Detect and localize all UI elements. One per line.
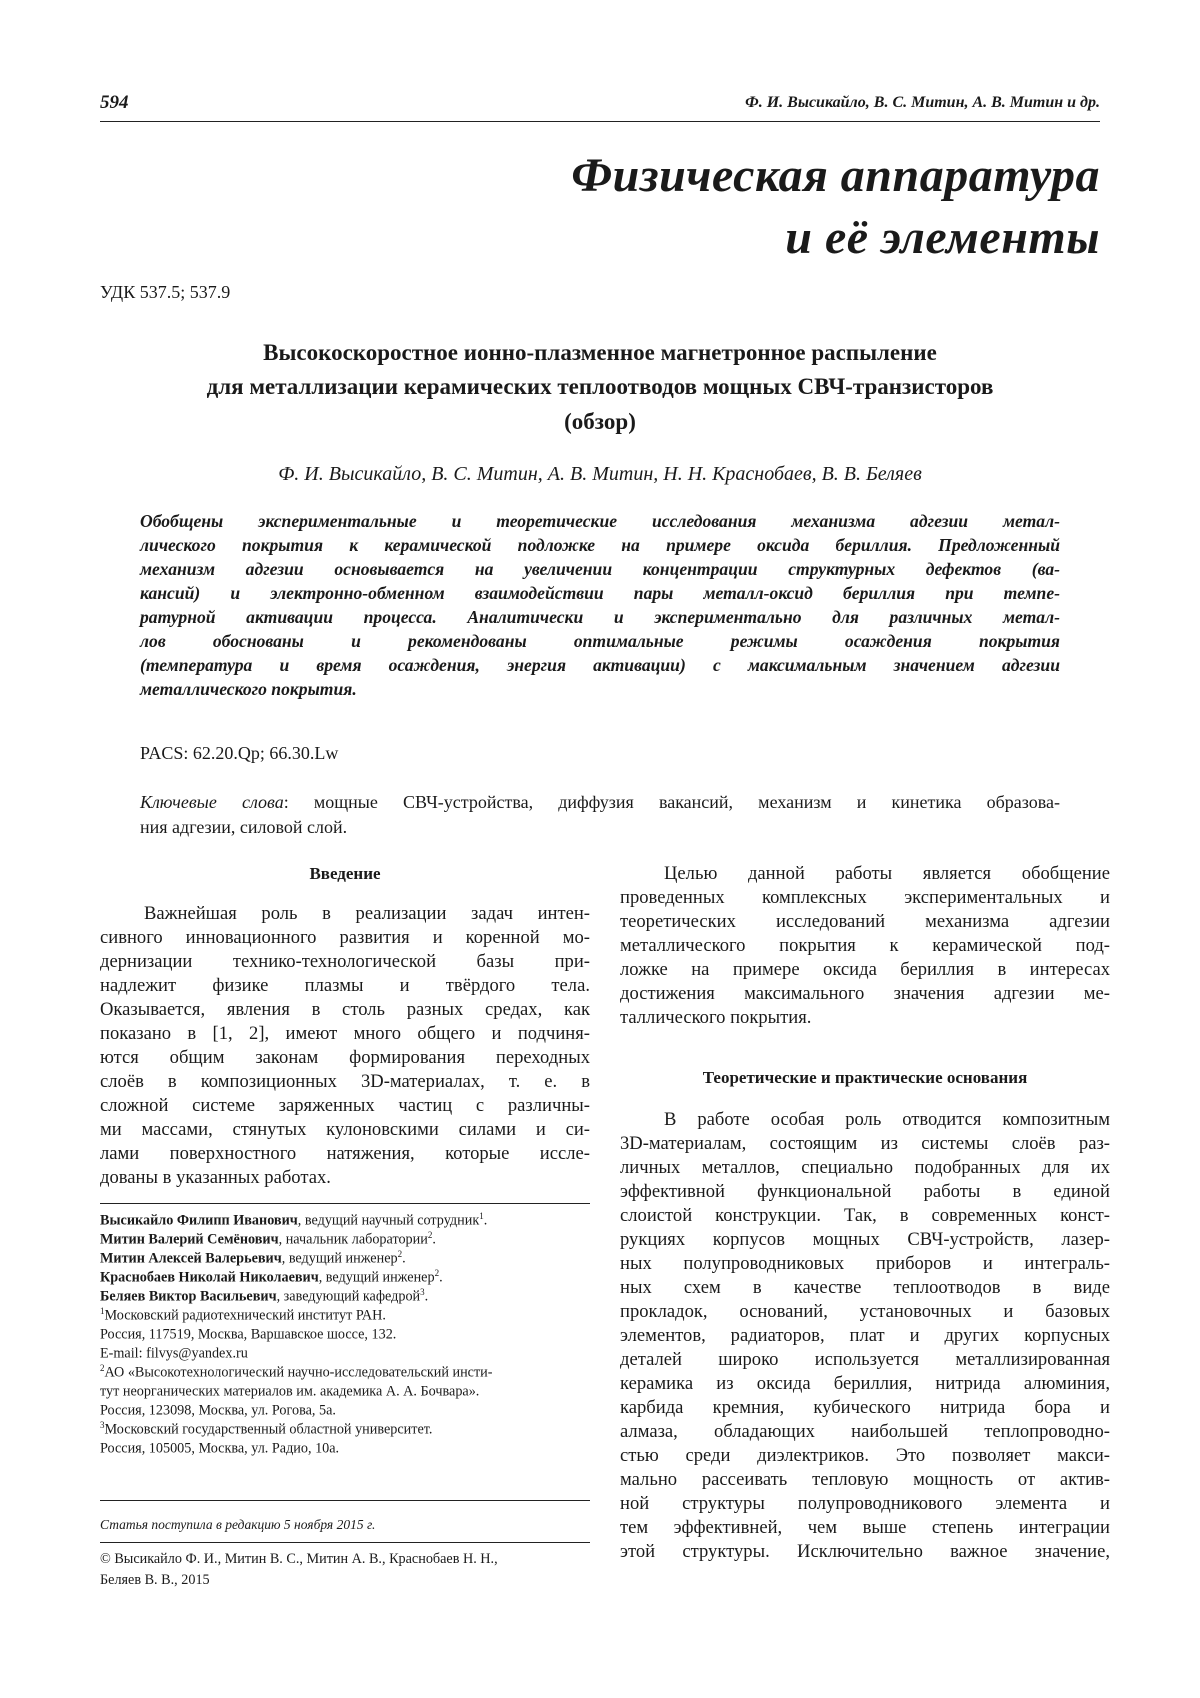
affiliation-line bbox=[100, 1326, 600, 1342]
affiliation-text: АО «Высокотехнологический научно-исследовательский инсти- bbox=[104, 1364, 493, 1381]
header-rule bbox=[100, 121, 1100, 122]
affiliation-ref: 2 bbox=[100, 1363, 105, 1373]
theory-line: эффективной функциональной работы в единой bbox=[620, 1181, 1110, 1202]
aim-line: Целью данной работы является обобщение bbox=[664, 863, 1110, 884]
theory-line: карбида кремния, кубического нитрида бора и bbox=[620, 1397, 1110, 1418]
author-end: . bbox=[424, 1288, 429, 1305]
author-info bbox=[100, 1231, 600, 1247]
author-name: Краснобаев Николай Николаевич bbox=[100, 1269, 319, 1286]
affiliation-text: Россия, 117519, Москва, Варшавское шоссе, 132. bbox=[100, 1326, 397, 1343]
running-head: Ф. И. Высикайло, В. С. Митин, А. В. Митин и др. bbox=[745, 94, 1100, 111]
affiliation-text: тут неорганических материалов им. академика А. А. Бочвара». bbox=[100, 1383, 480, 1400]
theory-line: ных схем в качестве теплоотводов в виде bbox=[620, 1277, 1110, 1298]
theory-line: рукциях корпусов мощных СВЧ-устройств, лазер- bbox=[620, 1229, 1110, 1250]
author-affiliation-ref: 2 bbox=[397, 1249, 403, 1259]
abstract-line: (температура и время осаждения, энергия активации) с максимальным значением адгезии bbox=[140, 655, 1060, 675]
keywords-line-2: ния адгезии, силовой слой. bbox=[140, 817, 348, 837]
intro-line: показано в [1, 2], имеют много общего и подчиня- bbox=[100, 1023, 590, 1044]
copyright-line: © Высикайло Ф. И., Митин В. С., Митин А. В., Краснобаев Н. Н., bbox=[100, 1551, 498, 1567]
intro-line: слоёв в композиционных 3D-материалах, т. е. в bbox=[100, 1071, 590, 1092]
keywords-text: : мощные СВЧ-устройства, диффузия вакансий, механизм и кинетика образова- bbox=[283, 792, 1060, 812]
author-affiliation-ref: 2 bbox=[434, 1268, 440, 1278]
affiliation-line bbox=[100, 1402, 600, 1418]
aim-line: металлического покрытия к керамической под- bbox=[620, 935, 1110, 956]
intro-line: лами поверхностного натяжения, которые иссле- bbox=[100, 1143, 590, 1164]
theory-line: прокладок, оснований, установочных и базовых bbox=[620, 1301, 1110, 1322]
article-title-line-1: Высокоскоростное ионно-плазменное магнетронное распыление bbox=[263, 340, 937, 365]
author-role: , начальник лаборатории bbox=[278, 1231, 428, 1248]
intro-heading: Введение bbox=[309, 864, 381, 883]
affiliation-line bbox=[100, 1440, 600, 1456]
udc-code: УДК 537.5; 537.9 bbox=[100, 282, 231, 302]
theory-line: стью среди диэлектриков. Это позволяет макси- bbox=[620, 1445, 1110, 1466]
affiliation-line bbox=[100, 1307, 600, 1323]
author-affiliation-ref: 3 bbox=[420, 1287, 425, 1297]
copyright-line: Беляев В. В., 2015 bbox=[100, 1572, 210, 1588]
author-name: Беляев Виктор Васильевич bbox=[100, 1288, 277, 1305]
keywords-label: Ключевые слова bbox=[140, 792, 284, 812]
aim-line: проведенных комплексных экспериментальных и bbox=[620, 887, 1110, 908]
intro-line: Оказывается, явления в столь разных средах, как bbox=[100, 999, 590, 1020]
affiliation-text: Московский радиотехнический институт РАН. bbox=[104, 1307, 386, 1324]
author-affiliation-ref: 2 bbox=[427, 1230, 433, 1240]
affiliation-line bbox=[100, 1345, 600, 1361]
affiliation-ref: 1 bbox=[100, 1306, 105, 1316]
author-role: , заведующий кафедрой bbox=[276, 1288, 421, 1305]
author-role: , ведущий инженер bbox=[318, 1269, 435, 1286]
intro-line: сложной системе заряженных частиц с различны- bbox=[100, 1095, 590, 1116]
theory-line: ной структуры полупроводникового элемента и bbox=[620, 1493, 1110, 1514]
aim-line: достижения максимального значения адгезии ме- bbox=[620, 983, 1110, 1004]
theory-line: 3D-материалам, состоящим из системы слоёв раз- bbox=[620, 1133, 1110, 1154]
theory-line: личных металлов, специально подобранных для их bbox=[620, 1157, 1110, 1178]
theory-heading: Теоретические и практические основания bbox=[702, 1068, 1028, 1087]
author-end: . bbox=[432, 1231, 436, 1248]
author-role: , ведущий инженер bbox=[281, 1250, 398, 1267]
theory-line: элементов, радиаторов, плат и других корпусных bbox=[620, 1325, 1110, 1346]
abstract-line: кансий) и электронно-обменном взаимодействии пары металл-оксид бериллия при темпе- bbox=[140, 583, 1060, 603]
author-info bbox=[100, 1250, 600, 1266]
received-rule bbox=[100, 1500, 590, 1501]
author-info bbox=[100, 1269, 600, 1285]
affiliation-text: Россия, 105005, Москва, ул. Радио, 10а. bbox=[100, 1440, 340, 1457]
affiliation-ref: 3 bbox=[100, 1420, 105, 1430]
keywords-line-1 bbox=[140, 793, 1060, 811]
abstract-line: лического покрытия к керамической подложке на примере оксида бериллия. Предложенный bbox=[140, 535, 1060, 555]
intro-line: сивного инновационного развития и коренной мо- bbox=[100, 927, 590, 948]
theory-line: В работе особая роль отводится композитным bbox=[664, 1109, 1110, 1130]
author-info bbox=[100, 1288, 600, 1304]
article-title-line-3: (обзор) bbox=[564, 409, 636, 434]
author-end: . bbox=[402, 1250, 406, 1267]
footnote-rule bbox=[100, 1203, 590, 1204]
intro-line: дернизации технико-технологической базы при- bbox=[100, 951, 590, 972]
abstract-line: Обобщены экспериментальные и теоретические исследования механизма адгезии метал- bbox=[140, 511, 1060, 531]
theory-line: мально рассеивать тепловую мощность от актив- bbox=[620, 1469, 1110, 1490]
received-date: Статья поступила в редакцию 5 ноября 2015 г. bbox=[100, 1517, 376, 1532]
author-name: Митин Алексей Валерьевич bbox=[100, 1250, 282, 1267]
intro-line: Важнейшая роль в реализации задач интен- bbox=[144, 903, 590, 924]
theory-line: тем эффективней, чем выше степень интеграции bbox=[620, 1517, 1110, 1538]
intro-line: ми массами, стянутых кулоновскими силами и си- bbox=[100, 1119, 590, 1140]
abstract-line: металлического покрытия. bbox=[140, 679, 357, 699]
author-end: . bbox=[483, 1212, 488, 1229]
affiliation-email[interactable]: E-mail: filvys@yandex.ru bbox=[100, 1345, 248, 1362]
affiliation-line bbox=[100, 1421, 600, 1437]
theory-line: деталей широко используется металлизированная bbox=[620, 1349, 1110, 1370]
aim-line: ложке на примере оксида бериллия в интересах bbox=[620, 959, 1110, 980]
author-name: Высикайло Филипп Иванович bbox=[100, 1212, 298, 1229]
article-title-line-2: для металлизации керамических теплоотводов мощных СВЧ-транзисторов bbox=[206, 374, 994, 399]
affiliation-text: Россия, 123098, Москва, ул. Рогова, 5а. bbox=[100, 1402, 336, 1419]
author-info bbox=[100, 1212, 600, 1228]
page-number: 594 bbox=[100, 92, 129, 113]
section-title-line-2: и её элементы bbox=[785, 211, 1100, 264]
aim-line: таллического покрытия. bbox=[620, 1007, 812, 1028]
author-affiliation-ref: 1 bbox=[479, 1211, 484, 1221]
intro-line: надлежит физике плазмы и твёрдого тела. bbox=[100, 975, 590, 996]
theory-line: этой структуры. Исключительно важное значение, bbox=[620, 1541, 1110, 1562]
abstract-line: механизм адгезии основывается на увеличении концентрации структурных дефектов (ва- bbox=[140, 559, 1060, 579]
article-authors: Ф. И. Высикайло, В. С. Митин, А. В. Митин, Н. Н. Краснобаев, В. В. Беляев bbox=[278, 463, 922, 485]
author-role: , ведущий научный сотрудник bbox=[297, 1212, 480, 1229]
intro-line: дованы в указанных работах. bbox=[100, 1167, 331, 1188]
theory-line: керамика из оксида бериллия, нитрида алюминия, bbox=[620, 1373, 1110, 1394]
affiliation-line bbox=[100, 1383, 600, 1399]
copyright-rule bbox=[100, 1542, 590, 1543]
affiliation-line bbox=[100, 1364, 600, 1380]
abstract-line: ратурной активации процесса. Аналитически и экспериментально для различных метал- bbox=[140, 607, 1060, 627]
author-end: . bbox=[439, 1269, 443, 1286]
theory-line: алмаза, обладающих наибольшей теплопроводно- bbox=[620, 1421, 1110, 1442]
theory-line: слоистой конструкции. Так, в современных конст- bbox=[620, 1205, 1110, 1226]
author-name: Митин Валерий Семёнович bbox=[100, 1231, 279, 1248]
intro-line: ются общим законам формирования переходных bbox=[100, 1047, 590, 1068]
affiliation-text: Московский государственный областной университет. bbox=[104, 1421, 433, 1438]
pacs-codes: PACS: 62.20.Qp; 66.30.Lw bbox=[140, 743, 339, 763]
section-title-line-1: Физическая аппаратура bbox=[571, 149, 1100, 202]
theory-line: ных полупроводниковых приборов и интеграль- bbox=[620, 1253, 1110, 1274]
abstract-line: лов обоснованы и рекомендованы оптимальные режимы осаждения покрытия bbox=[140, 631, 1060, 651]
aim-line: теоретических исследований механизма адгезии bbox=[620, 911, 1110, 932]
